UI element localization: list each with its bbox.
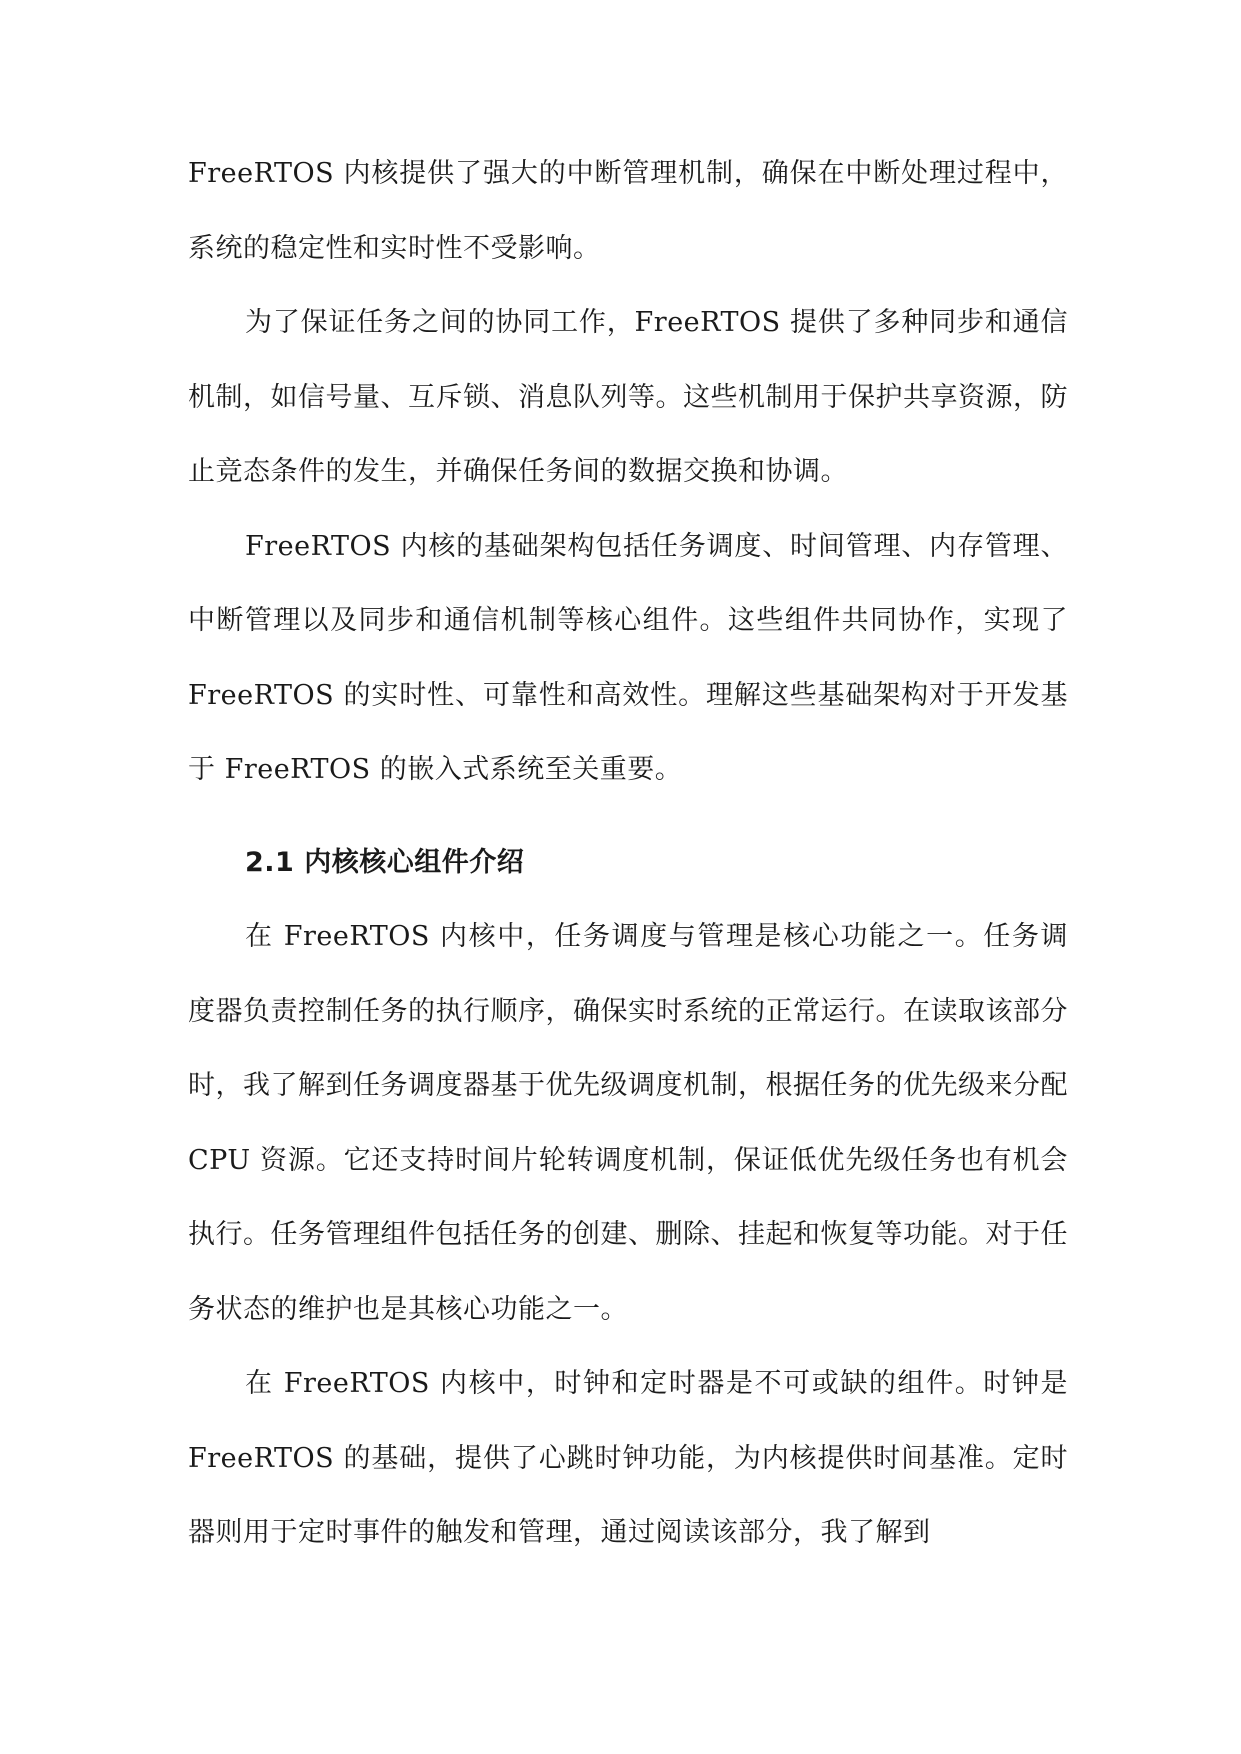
- section-heading: 2.1 内核核心组件介绍: [245, 846, 525, 878]
- paragraph-sync-communication: 为了保证任务之间的协同工作，FreeRTOS 提供了多种同步和通信机制，如信号量、互斥锁、消息队列等。这些机制用于保护共享资源，防止竞态条件的发生，并确保任务间的数据交换和协调。: [188, 307, 1068, 487]
- paragraph-interrupt-management: FreeRTOS 内核提供了强大的中断管理机制，确保在中断处理过程中，系统的稳定性和实时性不受影响。: [188, 158, 1068, 264]
- document-body: [188, 137, 1068, 1571]
- paragraph-kernel-architecture: FreeRTOS 内核的基础架构包括任务调度、时间管理、内存管理、中断管理以及同步和通信机制等核心组件。这些组件共同协作，实现了 FreeRTOS 的实时性、可靠性和高效性。理解这些基础架构对于开发基于 FreeRTOS 的嵌入式系统至关重要。: [188, 530, 1068, 785]
- paragraph-task-scheduling: 在 FreeRTOS 内核中，任务调度与管理是核心功能之一。任务调度器负责控制任务的执行顺序，确保实时系统的正常运行。在读取该部分时，我了解到任务调度器基于优先级调度机制，根据任务的优先级来分配 CPU 资源。它还支持时间片轮转调度机制，保证低优先级任务也有机会执行。任务管理组件包括任务的创建、删除、挂起和恢复等功能。对于任务状态的维护也是其核心功能之一。: [188, 921, 1068, 1325]
- paragraph-clock-timer: 在 FreeRTOS 内核中，时钟和定时器是不可或缺的组件。时钟是 FreeRTOS 的基础，提供了心跳时钟功能，为内核提供时间基准。定时器则用于定时事件的触发和管理，通过阅读该部分，我了解到: [188, 1368, 1068, 1548]
